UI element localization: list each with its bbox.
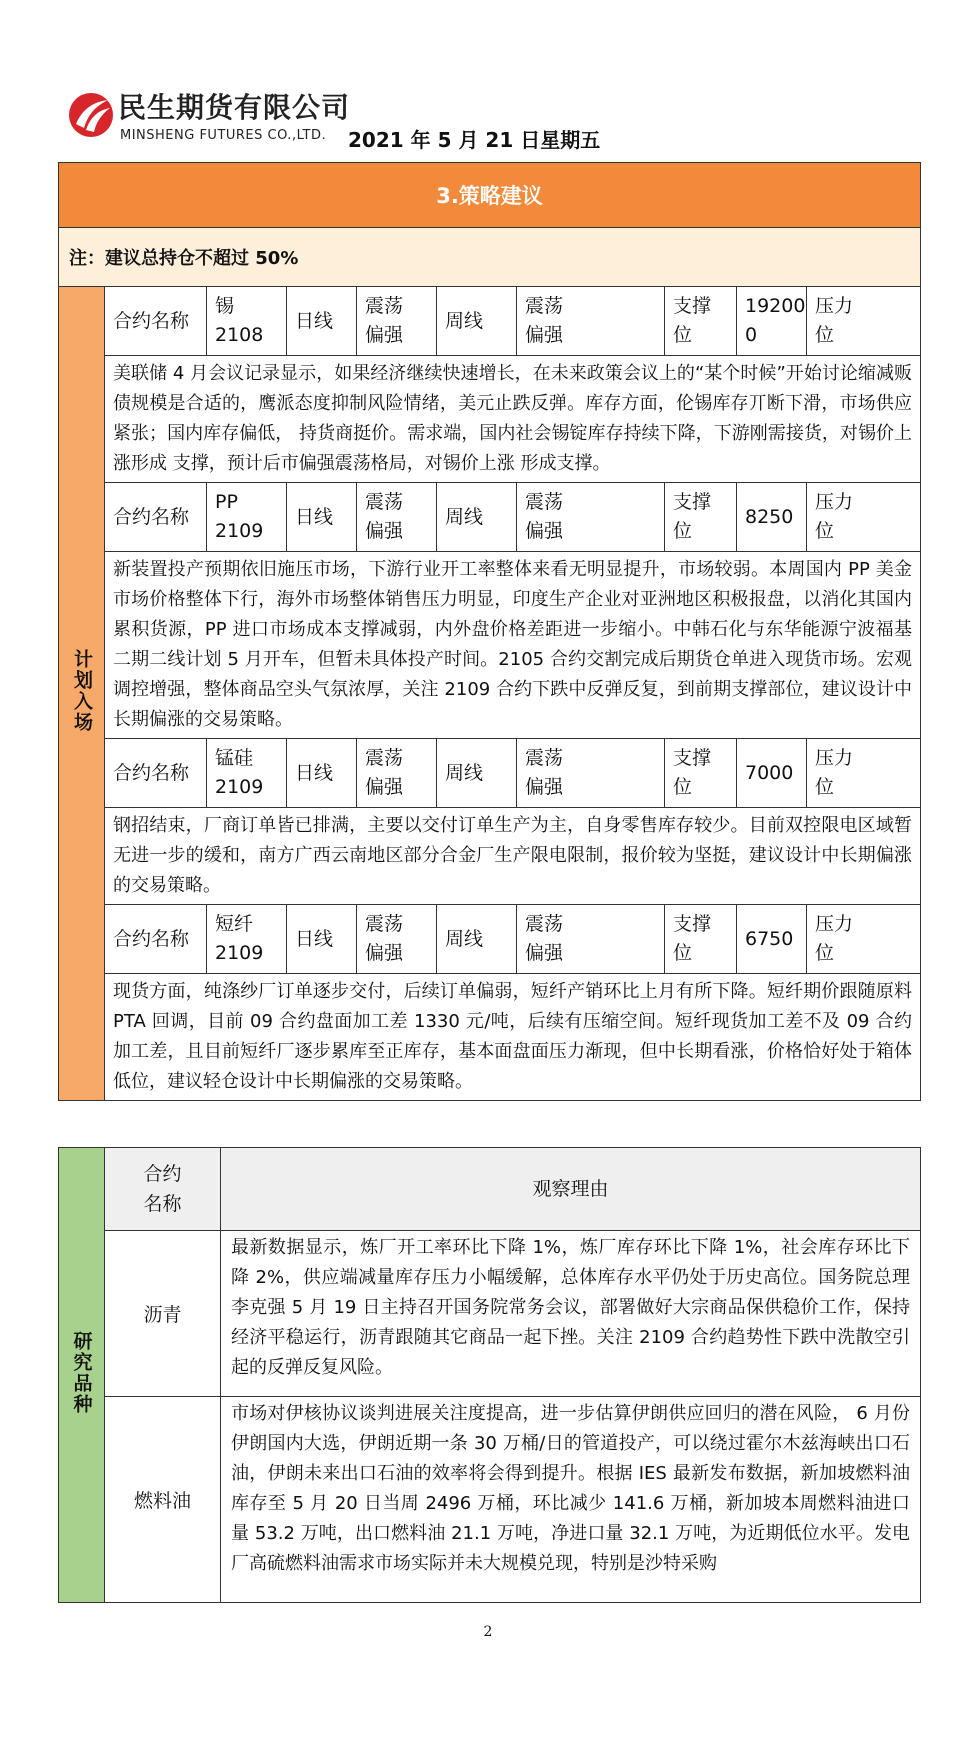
support-label: 支撑位	[665, 287, 737, 356]
daily-trend: 震荡 偏强	[357, 483, 437, 552]
product-name: 沥青	[105, 1231, 221, 1397]
weekly-trend: 震荡 偏强	[517, 739, 665, 808]
weekly-label: 周线	[437, 905, 517, 974]
resistance-label: 压力 位	[807, 483, 921, 552]
product-name: 燃料油	[105, 1397, 221, 1603]
contract-label: 合约名称	[105, 739, 207, 808]
research-table	[58, 1147, 921, 1603]
page-header	[66, 86, 666, 152]
col-header-name: 合约 名称	[105, 1148, 221, 1231]
side-label-text: 计划入场	[71, 649, 93, 733]
resistance-label: 压力 位	[807, 905, 921, 974]
support-label: 支撑位	[665, 483, 737, 552]
strategy-table	[58, 162, 921, 1101]
daily-label: 日线	[287, 483, 357, 552]
daily-trend: 震荡 偏强	[357, 287, 437, 356]
contract-description: 美联储 4 月会议记录显示，如果经济继续快速增长，在未来政策会议上的“某个时候”开始讨论缩减贩债规模是合适的，鹰派态度抑制风险情绪，美元止跌反弹。库存方面，伦锡库存丌断下滑，市场供应紧张；国内库存偏低， 持货商挺价。需求端，国内社会锡锭库存持续下降，下游刚需接货，对锡价上涨形成 支撑，预计后市偏强震荡格局，对锡价上涨 形成支撑。	[105, 356, 921, 483]
plan-entry-label	[59, 287, 105, 1101]
report-date: 2021 年 5 月 21 日星期五	[348, 128, 601, 152]
position-note: 注：建议总持仓不超过 50%	[59, 228, 921, 287]
support-label: 支撑位	[665, 905, 737, 974]
contract-name: 短纤 2109	[207, 905, 287, 974]
weekly-label: 周线	[437, 287, 517, 356]
resistance-label: 压力 位	[807, 739, 921, 808]
research-row	[59, 1231, 921, 1397]
contract-row	[59, 739, 921, 808]
strategy-title: 3.策略建议	[59, 163, 921, 228]
contract-row	[59, 905, 921, 974]
weekly-trend: 震荡 偏强	[517, 483, 665, 552]
weekly-trend: 震荡 偏强	[517, 287, 665, 356]
contract-row	[59, 483, 921, 552]
support-value: 7000	[737, 739, 807, 808]
observation-reason: 最新数据显示，炼厂开工率环比下降 1%，炼厂库存环比下降 1%，社会库存环比下降 2%，供应端减量库存压力小幅缓解，总体库存水平仍处于历史高位。国务院总理李克强 5 月 19 日主持召开国务院常务会议，部署做好大宗商品保供稳价工作，保持经济平稳运行，沥青跟随其它商品一起下挫。关注 2109 合约趋势性下跌中洗散空引起的反弹反复风险。	[221, 1231, 921, 1397]
support-value: 8250	[737, 483, 807, 552]
daily-trend: 震荡 偏强	[357, 905, 437, 974]
contract-row	[59, 287, 921, 356]
research-row	[59, 1397, 921, 1603]
contract-name: 锡 2108	[207, 287, 287, 356]
col-header-reason: 观察理由	[221, 1148, 921, 1231]
contract-label: 合约名称	[105, 905, 207, 974]
contract-description: 钢招结束，厂商订单皆已排满，主要以交付订单生产为主，自身零售库存较少。目前双控限电区域暂无进一步的缓和，南方广西云南地区部分合金厂生产限电限制，报价较为坚挺，建议设计中长期偏涨的交易策略。	[105, 808, 921, 905]
support-label: 支撑位	[665, 739, 737, 808]
minsheng-logo-icon	[66, 90, 116, 140]
contract-name: 锰硅 2109	[207, 739, 287, 808]
research-side-text: 研究品种	[70, 1330, 93, 1415]
page-number: 2	[483, 1624, 493, 1640]
daily-trend: 震荡 偏强	[357, 739, 437, 808]
support-value: 6750	[737, 905, 807, 974]
contract-description: 现货方面，纯涤纱厂订单逐步交付，后续订单偏弱，短纤产销环比上月有所下降。短纤期价跟随原料 PTA 回调，目前 09 合约盘面加工差 1330 元/吨，后续有压缩空间。短纤现货加工差不及 09 合约加工差，且目前短纤厂逐步累库至正库存，基本面盘面压力渐现，但中长期看涨，价格恰好处于箱体低位，建议轻仓设计中长期偏涨的交易策略。	[105, 974, 921, 1101]
observation-reason: 市场对伊核协议谈判进展关注度提高，进一步估算伊朗供应回归的潜在风险， 6 月份伊朗国内大选，伊朗近期一条 30 万桶/日的管道投产，可以绕过霍尔木兹海峡出口石油，伊朗未来出口石油的效率将会得到提升。根据 IES 最新发布数据，新加坡燃料油库存至 5 月 20 日当周 2496 万桶，环比减少 141.6 万桶，新加坡本周燃料油进口量 53.2 万吨，出口燃料油 21.1 万吨，净进口量 32.1 万吨，为近期低位水平。发电厂高硫燃料油需求市场实际并未大规模兑现，特别是沙特采购	[221, 1397, 921, 1603]
contract-label: 合约名称	[105, 483, 207, 552]
resistance-label: 压力 位	[807, 287, 921, 356]
daily-label: 日线	[287, 739, 357, 808]
contract-name: PP 2109	[207, 483, 287, 552]
weekly-label: 周线	[437, 483, 517, 552]
contract-description: 新装置投产预期依旧施压市场，下游行业开工率整体来看无明显提升，市场较弱。本周国内 PP 美金市场价格整体下行，海外市场整体销售压力明显，印度生产企业对亚洲地区积极报盘，以消化其国内累积货源，PP 进口市场成本支撑减弱，内外盘价格差距进一步缩小。中韩石化与东华能源宁波福基二期二线计划 5 月开车，但暂未具体投产时间。2105 合约交割完成后期货仓单进入现货市场。宏观调控增强，整体商品空头气氛浓厚，关注 2109 合约下跌中反弹反复，到前期支撑部位，建议设计中长期偏涨的交易策略。	[105, 552, 921, 739]
weekly-label: 周线	[437, 739, 517, 808]
company-name-cn: 民生期货有限公司	[118, 91, 351, 124]
contract-label: 合约名称	[105, 287, 207, 356]
company-name-en: MINSHENG FUTURES CO.,LTD.	[120, 128, 327, 143]
support-value: 19200 0	[737, 287, 807, 356]
daily-label: 日线	[287, 287, 357, 356]
daily-label: 日线	[287, 905, 357, 974]
research-side-label	[59, 1148, 105, 1603]
weekly-trend: 震荡 偏强	[517, 905, 665, 974]
